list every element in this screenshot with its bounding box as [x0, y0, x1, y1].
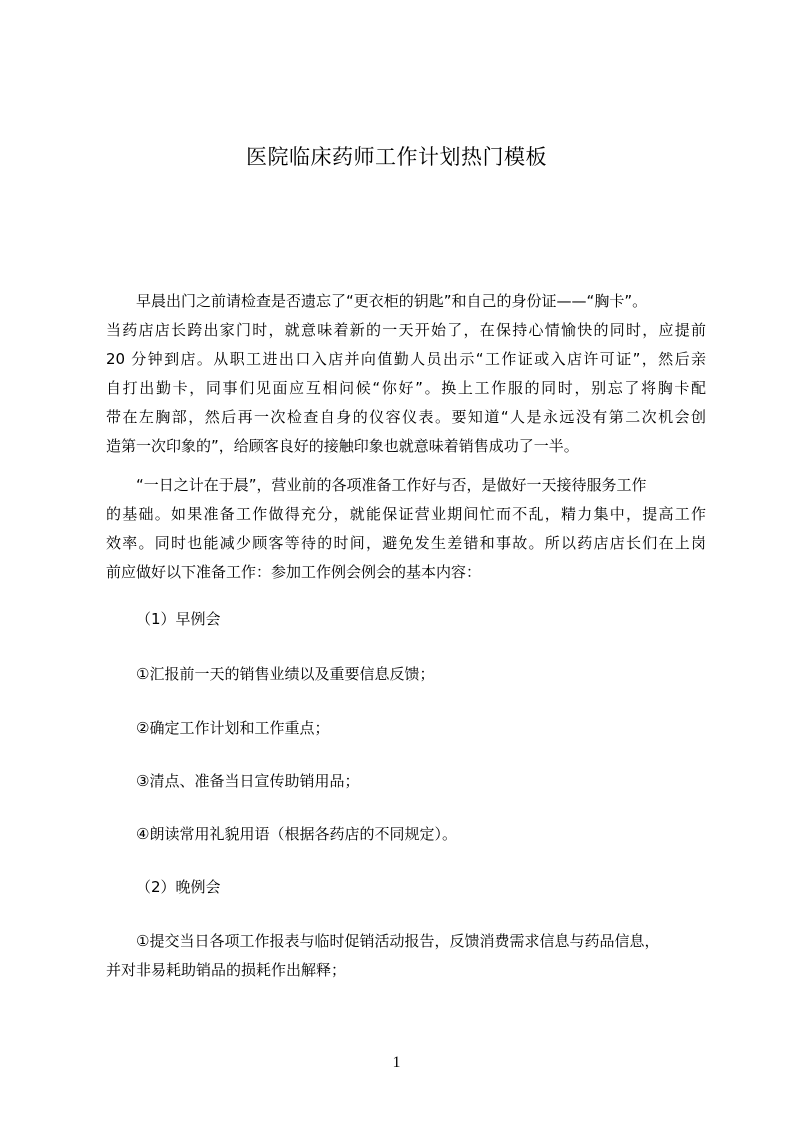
paragraph-arrival	[106, 287, 706, 461]
document-title: 医院临床药师工作计划热门模板	[246, 145, 547, 169]
paragraph-line: 造第一次印象的”，给顾客良好的接触印象也就意味着销售成功了一半。	[106, 437, 579, 455]
paragraph-line: 的基础。如果准备工作做得充分，就能保证营业期间忙而不乱，精力集中，提高工作	[106, 505, 706, 523]
evening-item	[106, 927, 706, 985]
paragraph-line: 并对非易耗助销品的损耗作出解释；	[106, 961, 347, 979]
paragraph-line: 效率。同时也能减少顾客等待的时间，避免发生差错和事故。所以药店店长们在上岗	[106, 534, 706, 552]
paragraph-line: 20 分钟到店。从职工进出口入店并向值勤人员出示“工作证或入店许可证”，然后亲	[106, 350, 706, 368]
evening-meeting-heading: （2）晚例会	[136, 878, 221, 896]
page-number: 1	[392, 1054, 401, 1071]
paragraph-line: ①提交当日各项工作报表与临时促销活动报告，反馈消费需求信息与药品信息，	[136, 932, 660, 950]
morning-meeting-heading: （1）早例会	[136, 610, 221, 628]
morning-item: ①汇报前一天的销售业绩以及重要信息反馈；	[136, 665, 435, 683]
morning-item: ③清点、准备当日宣传助销用品；	[136, 772, 360, 790]
paragraph-line: 带在左胸部，然后再一次检查自身的仪容仪表。要知道“人是永远没有第二次机会创	[106, 408, 706, 426]
morning-item: ④朗读常用礼貌用语（根据各药店的不同规定）。	[136, 825, 457, 843]
morning-item: ②确定工作计划和工作重点；	[136, 719, 330, 737]
paragraph-preparation	[106, 471, 706, 587]
paragraph-line: 早晨出门之前请检查是否遗忘了“更衣柜的钥匙”和自己的身份证——“胸卡”。	[136, 292, 648, 310]
paragraph-line: 当药店店长跨出家门时，就意味着新的一天开始了，在保持心情愉快的同时，应提前	[106, 321, 706, 339]
paragraph-line: 前应做好以下准备工作：参加工作例会例会的基本内容：	[106, 563, 482, 581]
paragraph-line: 自打出勤卡，同事们见面应互相问候“你好”。换上工作服的同时，别忘了将胸卡配	[106, 379, 706, 397]
paragraph-line: “一日之计在于晨”，营业前的各项准备工作好与否，是做好一天接待服务工作	[136, 476, 647, 494]
